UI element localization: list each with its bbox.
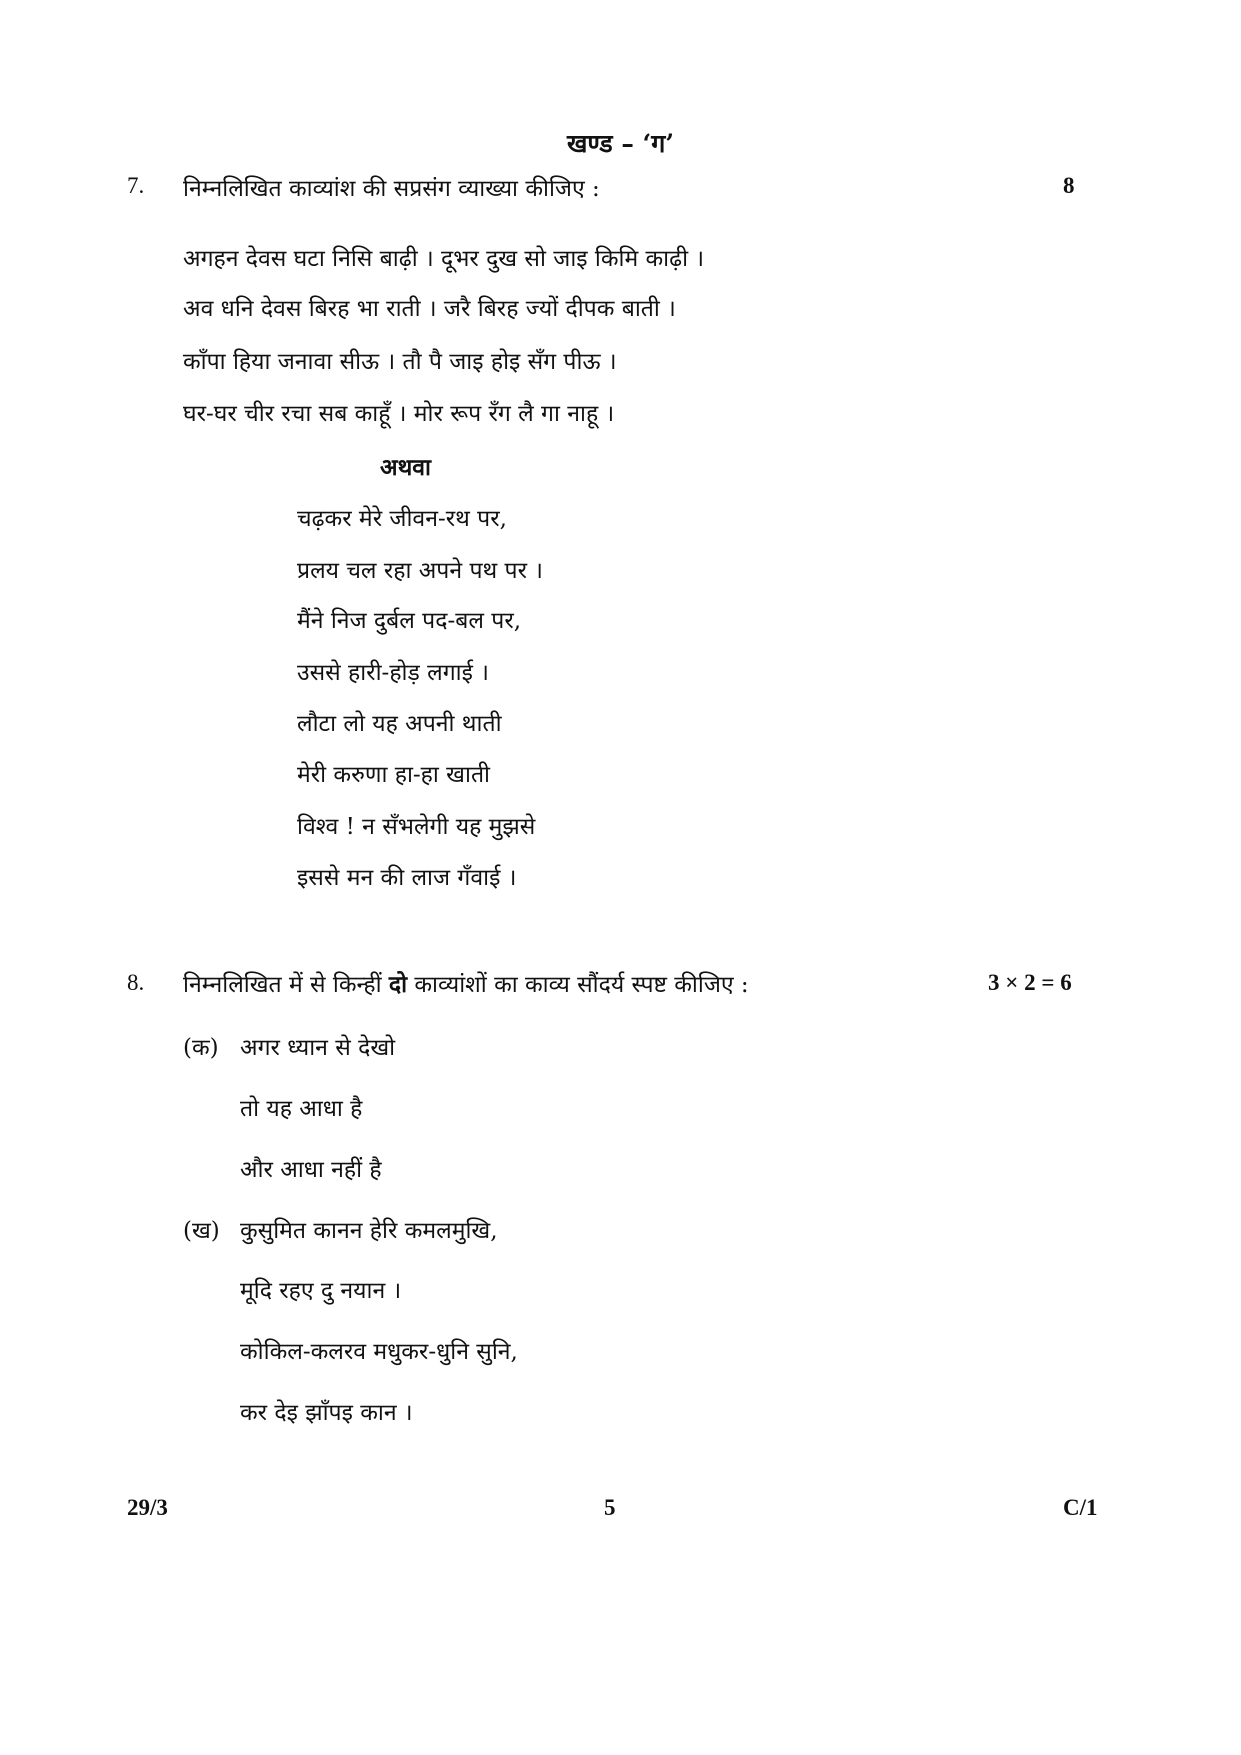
q8-part-a-line-2: तो यह आधा है (240, 1096, 363, 1122)
q8-number: 8. (127, 970, 145, 995)
q8-part-a-line-1: अगर ध्यान से देखो (240, 1035, 396, 1061)
q7-prompt: निम्नलिखित काव्यांश की सप्रसंग व्याख्या कीजिए : (183, 176, 600, 202)
or-label: अथवा (380, 454, 432, 481)
footer-page-number: 5 (604, 1495, 616, 1520)
q7-stanza2-line-2: प्रलय चल रहा अपने पथ पर । (297, 558, 544, 584)
q8-part-b-line-2: मूदि रहए दु नयान । (240, 1278, 402, 1304)
q7-number: 7. (127, 173, 145, 198)
q7-stanza1-line-1: अगहन देवस घटा निसि बाढ़ी । दूभर दुख सो जाइ किमि काढ़ी । (183, 246, 705, 272)
q8-part-b-line-3: कोकिल-कलरव मधुकर-धुनि सुनि, (240, 1339, 518, 1365)
footer-set-code: C/1 (1063, 1495, 1098, 1520)
q8-marks: 3 × 2 = 6 (988, 970, 1072, 995)
q8-prompt-bold: दो (388, 971, 408, 998)
q7-stanza2-line-6: मेरी करुणा हा-हा खाती (297, 762, 491, 788)
q7-marks: 8 (1063, 173, 1075, 198)
q7-stanza2-line-5: लौटा लो यह अपनी थाती (297, 711, 502, 737)
q7-stanza2-line-1: चढ़कर मेरे जीवन-रथ पर, (297, 506, 507, 532)
q7-stanza2-line-7: विश्व ! न सँभलेगी यह मुझसे (297, 814, 536, 840)
section-title: खण्ड – ‘ग’ (566, 129, 675, 158)
q7-stanza1-line-4: घर-घर चीर रचा सब काहूँ । मोर रूप रँग लै गा नाहू । (183, 401, 615, 427)
q8-part-b-label: (ख) (183, 1218, 220, 1244)
q8-prompt-before: निम्नलिखित में से किन्हीं (183, 972, 389, 998)
q7-stanza1-line-3: काँपा हिया जनावा सीऊ । तौ पै जाइ होइ सँग पीऊ । (183, 349, 617, 375)
q7-stanza2-line-8: इससे मन की लाज गँवाई । (297, 865, 517, 891)
footer-paper-code: 29/3 (127, 1495, 168, 1520)
q8-part-b-line-1: कुसुमित कानन हेरि कमलमुखि, (240, 1218, 498, 1244)
q8-part-a-label: (क) (183, 1035, 219, 1061)
q7-stanza2-line-3: मैंने निज दुर्बल पद-बल पर, (297, 608, 522, 634)
q8-part-b-line-4: कर देइ झाँपइ कान । (240, 1400, 413, 1426)
q7-stanza1-line-2: अव धनि देवस बिरह भा राती । जरै बिरह ज्यों दीपक बाती । (183, 296, 676, 322)
q7-stanza2-line-4: उससे हारी-होड़ लगाई । (297, 660, 489, 686)
q8-prompt (183, 967, 749, 999)
q8-prompt-after: काव्यांशों का काव्य सौंदर्य स्पष्ट कीजिए : (407, 972, 749, 998)
q8-part-a-line-3: और आधा नहीं है (240, 1157, 382, 1183)
